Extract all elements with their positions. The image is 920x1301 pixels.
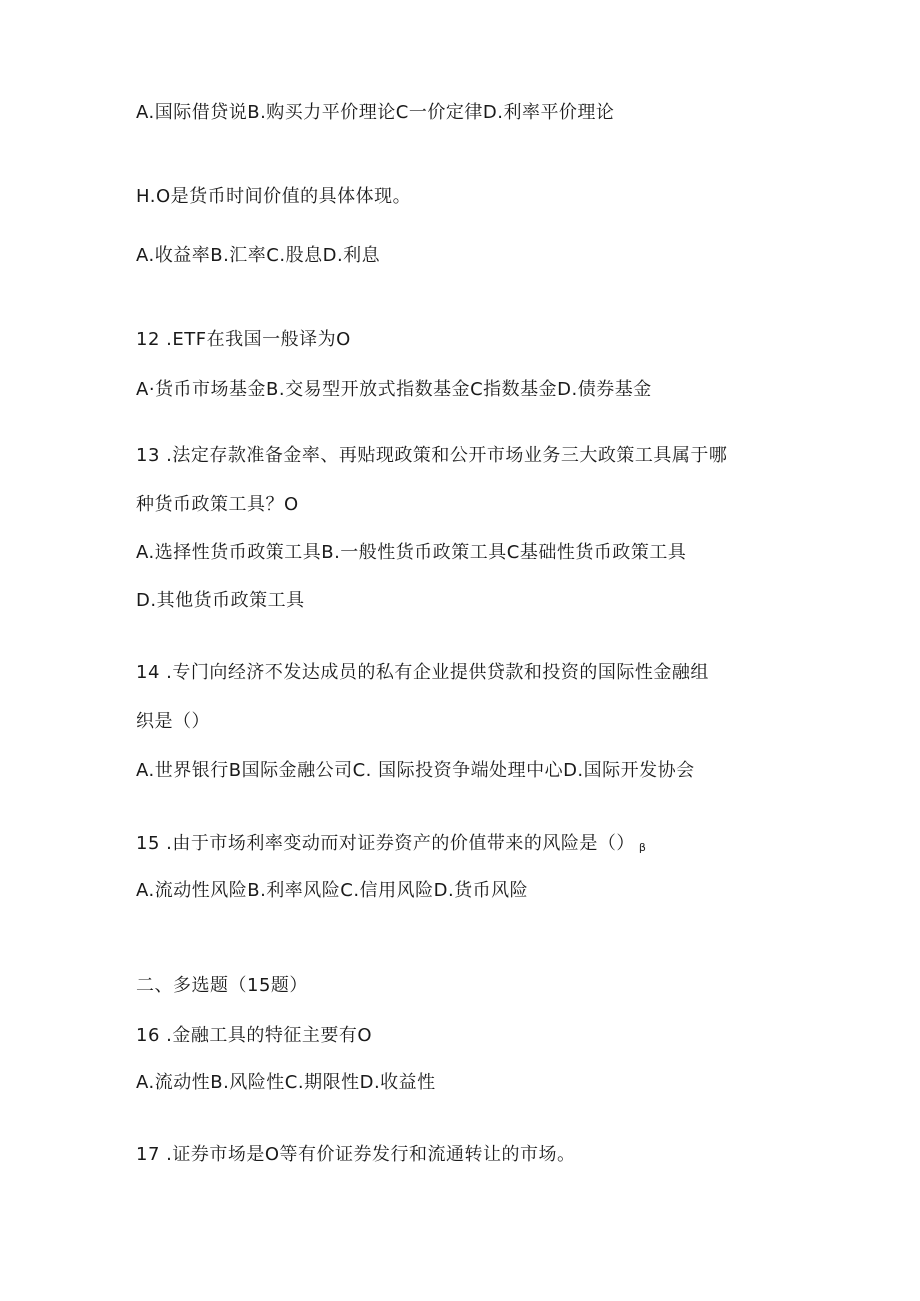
q11-question: H.O是货币时间价值的具体体现。 <box>136 186 412 207</box>
q13-options-line2: D.其他货币政策工具 <box>136 590 305 611</box>
q16-question: 16 .金融工具的特征主要有O <box>136 1025 373 1046</box>
q12-options: A·货币市场基金B.交易型开放式指数基金C指数基金D.债券基金 <box>136 379 652 400</box>
q16-options: A.流动性B.风险性C.期限性D.收益性 <box>136 1072 436 1093</box>
q14-question-line1: 14 .专门向经济不发达成员的私有企业提供贷款和投资的国际性金融组 <box>136 662 709 683</box>
q13-options-line1: A.选择性货币政策工具B.一般性货币政策工具C基础性货币政策工具 <box>136 542 687 563</box>
q15-question <box>136 832 646 860</box>
q11-options: A.收益率B.汇率C.股息D.利息 <box>136 245 381 266</box>
q17-question: 17 .证券市场是O等有价证券发行和流通转让的市场。 <box>136 1144 576 1165</box>
q10-options: A.国际借贷说B.购买力平价理论C一价定律D.利率平价理论 <box>136 102 615 123</box>
q13-question-line2: 种货币政策工具？O <box>136 494 299 515</box>
q15-options: A.流动性风险B.利率风险C.信用风险D.货币风险 <box>136 880 529 901</box>
q14-question-line2: 织是（） <box>136 711 210 732</box>
q15-suffix-mark: β <box>638 841 647 854</box>
q15-question-text: 15 .由于市场利率变动而对证券资产的价值带来的风险是（） <box>136 833 635 854</box>
q12-question: 12 .ETF在我国一般译为O <box>136 329 351 350</box>
q13-question-line1: 13 .法定存款准备金率、再贴现政策和公开市场业务三大政策工具属于哪 <box>136 445 728 466</box>
q14-options: A.世界银行B国际金融公司C. 国际投资争端处理中心D.国际开发协会 <box>136 760 695 781</box>
section-heading-multiple-choice: 二、多选题（15题） <box>136 975 308 996</box>
